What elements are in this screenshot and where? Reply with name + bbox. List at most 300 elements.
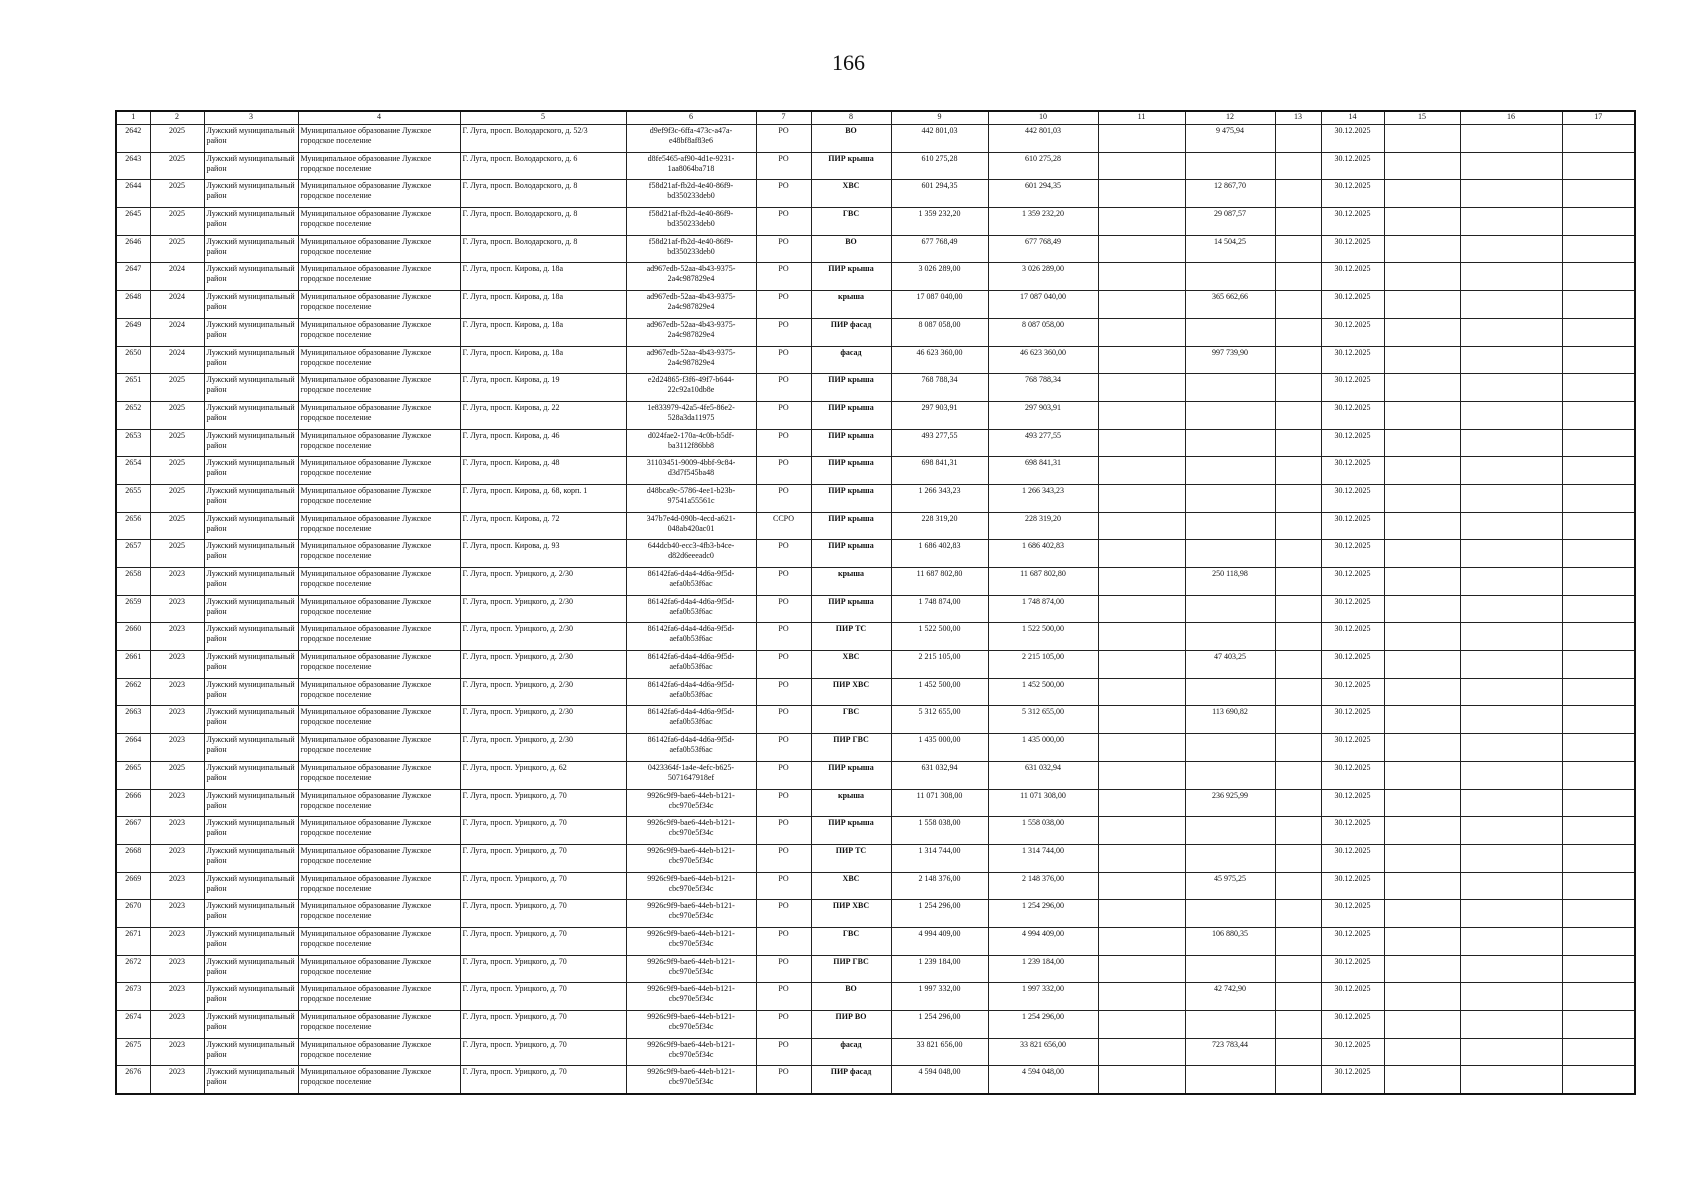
row-number-cell: 2649 (116, 318, 150, 346)
municipality-cell: Муниципальное образование Лужское городское поселение (298, 817, 460, 845)
cost-total-cell: 1 686 402,83 (988, 540, 1098, 568)
control-cell (1185, 512, 1275, 540)
fund-type-cell: РО (756, 484, 811, 512)
address-cell: Г. Луга, просп. Володарского, д. 8 (460, 235, 626, 263)
col16-cell (1460, 651, 1562, 679)
fund-type-cell: РО (756, 1066, 811, 1094)
house-id-cell: ad967edb-52aa-4b43-9375-2a4c987829e4 (626, 291, 756, 319)
house-id-cell: e2d24865-f3f6-49f7-b644-22c92a10db8e (626, 374, 756, 402)
row-number-cell: 2670 (116, 900, 150, 928)
row-number-cell: 2645 (116, 208, 150, 236)
col17-cell (1562, 927, 1635, 955)
address-cell: Г. Луга, просп. Кирова, д. 18а (460, 318, 626, 346)
fund-type-cell: РО (756, 734, 811, 762)
cost-total-cell: 631 032,94 (988, 761, 1098, 789)
col16-cell (1460, 263, 1562, 291)
deadline-cell: 30.12.2025 (1321, 484, 1384, 512)
municipality-cell: Муниципальное образование Лужское городское поселение (298, 318, 460, 346)
table-row (116, 429, 1635, 457)
fund-type-cell: РО (756, 651, 811, 679)
cost-total-cell: 17 087 040,00 (988, 291, 1098, 319)
work-type-cell: ПИР крыша (811, 374, 891, 402)
col15-cell (1384, 180, 1460, 208)
col11-cell (1098, 983, 1185, 1011)
registry-table (115, 110, 1636, 1095)
cost-cell: 11 071 308,00 (891, 789, 988, 817)
municipality-cell: Муниципальное образование Лужское городское поселение (298, 125, 460, 153)
col16-cell (1460, 401, 1562, 429)
deadline-cell: 30.12.2025 (1321, 734, 1384, 762)
table-row (116, 180, 1635, 208)
deadline-cell: 30.12.2025 (1321, 512, 1384, 540)
cost-cell: 33 821 656,00 (891, 1038, 988, 1066)
col16-cell (1460, 318, 1562, 346)
address-cell: Г. Луга, просп. Володарского, д. 8 (460, 208, 626, 236)
house-id-cell: 31103451-9009-4bbf-9c84-d3d7f545ba48 (626, 457, 756, 485)
district-cell: Лужский муниципальный район (204, 623, 298, 651)
address-cell: Г. Луга, просп. Кирова, д. 46 (460, 429, 626, 457)
col17-cell (1562, 125, 1635, 153)
year-cell: 2023 (150, 1066, 204, 1094)
cost-cell: 1 452 500,00 (891, 678, 988, 706)
cost-total-cell: 5 312 655,00 (988, 706, 1098, 734)
col16-cell (1460, 235, 1562, 263)
control-cell: 365 662,66 (1185, 291, 1275, 319)
fund-type-cell: РО (756, 540, 811, 568)
fund-type-cell: РО (756, 318, 811, 346)
year-cell: 2025 (150, 374, 204, 402)
col17-cell (1562, 374, 1635, 402)
col15-cell (1384, 1038, 1460, 1066)
fund-type-cell: РО (756, 263, 811, 291)
deadline-cell: 30.12.2025 (1321, 152, 1384, 180)
column-header: 7 (756, 111, 811, 125)
row-number-cell: 2669 (116, 872, 150, 900)
column-header: 15 (1384, 111, 1460, 125)
col11-cell (1098, 706, 1185, 734)
col17-cell (1562, 872, 1635, 900)
deadline-cell: 30.12.2025 (1321, 872, 1384, 900)
cost-total-cell: 768 788,34 (988, 374, 1098, 402)
col13-cell (1275, 900, 1321, 928)
house-id-cell: 0423364f-1a4e-4efc-b625-5071647918ef (626, 761, 756, 789)
work-type-cell: ПИР крыша (811, 457, 891, 485)
year-cell: 2025 (150, 235, 204, 263)
district-cell: Лужский муниципальный район (204, 955, 298, 983)
fund-type-cell: РО (756, 1011, 811, 1039)
district-cell: Лужский муниципальный район (204, 872, 298, 900)
control-cell: 9 475,94 (1185, 125, 1275, 153)
address-cell: Г. Луга, просп. Кирова, д. 72 (460, 512, 626, 540)
municipality-cell: Муниципальное образование Лужское городское поселение (298, 263, 460, 291)
col16-cell (1460, 484, 1562, 512)
fund-type-cell: РО (756, 429, 811, 457)
col16-cell (1460, 208, 1562, 236)
table-row (116, 651, 1635, 679)
house-id-cell: 9926c9f9-bae6-44eb-b121-cbc970e5f34c (626, 1066, 756, 1094)
col13-cell (1275, 844, 1321, 872)
house-id-cell: 9926c9f9-bae6-44eb-b121-cbc970e5f34c (626, 1038, 756, 1066)
col17-cell (1562, 651, 1635, 679)
house-id-cell: 9926c9f9-bae6-44eb-b121-cbc970e5f34c (626, 789, 756, 817)
col13-cell (1275, 208, 1321, 236)
municipality-cell: Муниципальное образование Лужское городское поселение (298, 651, 460, 679)
cost-total-cell: 601 294,35 (988, 180, 1098, 208)
control-cell: 106 880,35 (1185, 927, 1275, 955)
control-cell: 723 783,44 (1185, 1038, 1275, 1066)
col16-cell (1460, 844, 1562, 872)
year-cell: 2025 (150, 152, 204, 180)
house-id-cell: 9926c9f9-bae6-44eb-b121-cbc970e5f34c (626, 927, 756, 955)
house-id-cell: d9ef9f3c-6ffa-473c-a47a-e48bf8af83e6 (626, 125, 756, 153)
cost-cell: 3 026 289,00 (891, 263, 988, 291)
district-cell: Лужский муниципальный район (204, 263, 298, 291)
deadline-cell: 30.12.2025 (1321, 429, 1384, 457)
table-row (116, 457, 1635, 485)
municipality-cell: Муниципальное образование Лужское городское поселение (298, 457, 460, 485)
cost-cell: 2 215 105,00 (891, 651, 988, 679)
municipality-cell: Муниципальное образование Лужское городское поселение (298, 1011, 460, 1039)
year-cell: 2024 (150, 346, 204, 374)
col17-cell (1562, 1011, 1635, 1039)
work-type-cell: ВО (811, 125, 891, 153)
address-cell: Г. Луга, просп. Урицкого, д. 70 (460, 1011, 626, 1039)
col15-cell (1384, 817, 1460, 845)
house-id-cell: 86142fa6-d4a4-4d6a-9f5d-aefa0b53f6ac (626, 706, 756, 734)
address-cell: Г. Луга, просп. Урицкого, д. 70 (460, 927, 626, 955)
year-cell: 2023 (150, 623, 204, 651)
year-cell: 2023 (150, 844, 204, 872)
control-cell: 47 403,25 (1185, 651, 1275, 679)
table-row (116, 318, 1635, 346)
table-row (116, 484, 1635, 512)
row-number-cell: 2659 (116, 595, 150, 623)
table-row (116, 1066, 1635, 1094)
col13-cell (1275, 1011, 1321, 1039)
table-row (116, 706, 1635, 734)
table-row (116, 540, 1635, 568)
cost-cell: 493 277,55 (891, 429, 988, 457)
col17-cell (1562, 346, 1635, 374)
col16-cell (1460, 678, 1562, 706)
deadline-cell: 30.12.2025 (1321, 125, 1384, 153)
house-id-cell: 86142fa6-d4a4-4d6a-9f5d-aefa0b53f6ac (626, 734, 756, 762)
col17-cell (1562, 900, 1635, 928)
fund-type-cell: РО (756, 900, 811, 928)
col13-cell (1275, 983, 1321, 1011)
address-cell: Г. Луга, просп. Урицкого, д. 70 (460, 1038, 626, 1066)
deadline-cell: 30.12.2025 (1321, 235, 1384, 263)
address-cell: Г. Луга, просп. Урицкого, д. 70 (460, 789, 626, 817)
col17-cell (1562, 678, 1635, 706)
cost-total-cell: 1 266 343,23 (988, 484, 1098, 512)
house-id-cell: d024fae2-170a-4c0b-b5df-ba3112f86bb8 (626, 429, 756, 457)
col13-cell (1275, 623, 1321, 651)
column-header: 14 (1321, 111, 1384, 125)
row-number-cell: 2658 (116, 568, 150, 596)
col11-cell (1098, 235, 1185, 263)
row-number-cell: 2673 (116, 983, 150, 1011)
work-type-cell: ПИР фасад (811, 1066, 891, 1094)
col17-cell (1562, 512, 1635, 540)
column-header: 10 (988, 111, 1098, 125)
district-cell: Лужский муниципальный район (204, 484, 298, 512)
col13-cell (1275, 152, 1321, 180)
table-row (116, 872, 1635, 900)
address-cell: Г. Луга, просп. Кирова, д. 22 (460, 401, 626, 429)
fund-type-cell: РО (756, 1038, 811, 1066)
work-type-cell: ПИР крыша (811, 263, 891, 291)
address-cell: Г. Луга, просп. Кирова, д. 93 (460, 540, 626, 568)
municipality-cell: Муниципальное образование Лужское городское поселение (298, 374, 460, 402)
column-header: 13 (1275, 111, 1321, 125)
col13-cell (1275, 180, 1321, 208)
house-id-cell: ad967edb-52aa-4b43-9375-2a4c987829e4 (626, 318, 756, 346)
row-number-cell: 2651 (116, 374, 150, 402)
fund-type-cell: РО (756, 678, 811, 706)
col15-cell (1384, 263, 1460, 291)
col15-cell (1384, 651, 1460, 679)
cost-cell: 17 087 040,00 (891, 291, 988, 319)
col11-cell (1098, 484, 1185, 512)
control-cell (1185, 457, 1275, 485)
col15-cell (1384, 706, 1460, 734)
col16-cell (1460, 927, 1562, 955)
municipality-cell: Муниципальное образование Лужское городское поселение (298, 346, 460, 374)
col11-cell (1098, 512, 1185, 540)
district-cell: Лужский муниципальный район (204, 235, 298, 263)
work-type-cell: ХВС (811, 180, 891, 208)
deadline-cell: 30.12.2025 (1321, 900, 1384, 928)
col15-cell (1384, 125, 1460, 153)
col11-cell (1098, 678, 1185, 706)
col17-cell (1562, 844, 1635, 872)
year-cell: 2025 (150, 180, 204, 208)
col17-cell (1562, 595, 1635, 623)
fund-type-cell: РО (756, 457, 811, 485)
district-cell: Лужский муниципальный район (204, 540, 298, 568)
col13-cell (1275, 927, 1321, 955)
cost-cell: 1 254 296,00 (891, 900, 988, 928)
col16-cell (1460, 125, 1562, 153)
row-number-cell: 2648 (116, 291, 150, 319)
year-cell: 2025 (150, 401, 204, 429)
work-type-cell: ВО (811, 235, 891, 263)
col11-cell (1098, 1011, 1185, 1039)
col11-cell (1098, 401, 1185, 429)
municipality-cell: Муниципальное образование Лужское городское поселение (298, 678, 460, 706)
col17-cell (1562, 180, 1635, 208)
col15-cell (1384, 512, 1460, 540)
fund-type-cell: РО (756, 844, 811, 872)
table-row (116, 983, 1635, 1011)
table-row (116, 927, 1635, 955)
column-header: 11 (1098, 111, 1185, 125)
house-id-cell: 347b7e4d-090b-4ecd-a621-048ab420ac01 (626, 512, 756, 540)
table-row (116, 595, 1635, 623)
col15-cell (1384, 540, 1460, 568)
house-id-cell: 86142fa6-d4a4-4d6a-9f5d-aefa0b53f6ac (626, 568, 756, 596)
col15-cell (1384, 623, 1460, 651)
col13-cell (1275, 872, 1321, 900)
col13-cell (1275, 484, 1321, 512)
work-type-cell: ПИР фасад (811, 318, 891, 346)
cost-cell: 4 994 409,00 (891, 927, 988, 955)
work-type-cell: фасад (811, 1038, 891, 1066)
work-type-cell: ГВС (811, 706, 891, 734)
house-id-cell: 9926c9f9-bae6-44eb-b121-cbc970e5f34c (626, 955, 756, 983)
column-header: 1 (116, 111, 150, 125)
deadline-cell: 30.12.2025 (1321, 761, 1384, 789)
municipality-cell: Муниципальное образование Лужское городское поселение (298, 789, 460, 817)
table-row (116, 1038, 1635, 1066)
address-cell: Г. Луга, просп. Урицкого, д. 70 (460, 844, 626, 872)
fund-type-cell: РО (756, 955, 811, 983)
row-number-cell: 2647 (116, 263, 150, 291)
row-number-cell: 2675 (116, 1038, 150, 1066)
col15-cell (1384, 457, 1460, 485)
deadline-cell: 30.12.2025 (1321, 706, 1384, 734)
row-number-cell: 2650 (116, 346, 150, 374)
row-number-cell: 2671 (116, 927, 150, 955)
fund-type-cell: РО (756, 346, 811, 374)
district-cell: Лужский муниципальный район (204, 152, 298, 180)
col13-cell (1275, 429, 1321, 457)
col15-cell (1384, 291, 1460, 319)
control-cell (1185, 401, 1275, 429)
col16-cell (1460, 761, 1562, 789)
col17-cell (1562, 208, 1635, 236)
col11-cell (1098, 263, 1185, 291)
row-number-cell: 2655 (116, 484, 150, 512)
col13-cell (1275, 346, 1321, 374)
year-cell: 2023 (150, 789, 204, 817)
row-number-cell: 2643 (116, 152, 150, 180)
col13-cell (1275, 457, 1321, 485)
col17-cell (1562, 401, 1635, 429)
cost-total-cell: 297 903,91 (988, 401, 1098, 429)
control-cell: 236 925,99 (1185, 789, 1275, 817)
cost-cell: 1 314 744,00 (891, 844, 988, 872)
col16-cell (1460, 955, 1562, 983)
work-type-cell: крыша (811, 789, 891, 817)
col15-cell (1384, 484, 1460, 512)
deadline-cell: 30.12.2025 (1321, 955, 1384, 983)
municipality-cell: Муниципальное образование Лужское городское поселение (298, 927, 460, 955)
control-cell (1185, 623, 1275, 651)
district-cell: Лужский муниципальный район (204, 595, 298, 623)
cost-total-cell: 3 026 289,00 (988, 263, 1098, 291)
control-cell (1185, 429, 1275, 457)
row-number-cell: 2657 (116, 540, 150, 568)
year-cell: 2025 (150, 125, 204, 153)
work-type-cell: ПИР ХВС (811, 900, 891, 928)
cost-cell: 1 686 402,83 (891, 540, 988, 568)
district-cell: Лужский муниципальный район (204, 817, 298, 845)
district-cell: Лужский муниципальный район (204, 651, 298, 679)
fund-type-cell: РО (756, 927, 811, 955)
row-number-cell: 2660 (116, 623, 150, 651)
district-cell: Лужский муниципальный район (204, 734, 298, 762)
col15-cell (1384, 927, 1460, 955)
column-header: 8 (811, 111, 891, 125)
col13-cell (1275, 817, 1321, 845)
house-id-cell: 9926c9f9-bae6-44eb-b121-cbc970e5f34c (626, 872, 756, 900)
municipality-cell: Муниципальное образование Лужское городское поселение (298, 595, 460, 623)
cost-total-cell: 11 687 802,80 (988, 568, 1098, 596)
fund-type-cell: РО (756, 789, 811, 817)
district-cell: Лужский муниципальный район (204, 1066, 298, 1094)
municipality-cell: Муниципальное образование Лужское городское поселение (298, 152, 460, 180)
col11-cell (1098, 1038, 1185, 1066)
col15-cell (1384, 208, 1460, 236)
year-cell: 2023 (150, 1038, 204, 1066)
fund-type-cell: РО (756, 401, 811, 429)
column-header: 5 (460, 111, 626, 125)
col11-cell (1098, 1066, 1185, 1094)
control-cell: 113 690,82 (1185, 706, 1275, 734)
col17-cell (1562, 263, 1635, 291)
col16-cell (1460, 1066, 1562, 1094)
col13-cell (1275, 401, 1321, 429)
municipality-cell: Муниципальное образование Лужское городское поселение (298, 955, 460, 983)
district-cell: Лужский муниципальный район (204, 761, 298, 789)
control-cell: 29 087,57 (1185, 208, 1275, 236)
district-cell: Лужский муниципальный район (204, 1011, 298, 1039)
table-row (116, 374, 1635, 402)
col16-cell (1460, 374, 1562, 402)
house-id-cell: f58d21af-fb2d-4e40-86f9-bd350233deb0 (626, 235, 756, 263)
year-cell: 2024 (150, 291, 204, 319)
row-number-cell: 2672 (116, 955, 150, 983)
col13-cell (1275, 595, 1321, 623)
deadline-cell: 30.12.2025 (1321, 1066, 1384, 1094)
cost-cell: 1 997 332,00 (891, 983, 988, 1011)
cost-total-cell: 1 254 296,00 (988, 900, 1098, 928)
col15-cell (1384, 734, 1460, 762)
column-header: 2 (150, 111, 204, 125)
col11-cell (1098, 623, 1185, 651)
deadline-cell: 30.12.2025 (1321, 457, 1384, 485)
col17-cell (1562, 817, 1635, 845)
col15-cell (1384, 789, 1460, 817)
municipality-cell: Муниципальное образование Лужское городское поселение (298, 706, 460, 734)
year-cell: 2023 (150, 817, 204, 845)
col17-cell (1562, 706, 1635, 734)
header-row (116, 111, 1635, 125)
col13-cell (1275, 761, 1321, 789)
column-header: 4 (298, 111, 460, 125)
row-number-cell: 2654 (116, 457, 150, 485)
district-cell: Лужский муниципальный район (204, 844, 298, 872)
col15-cell (1384, 318, 1460, 346)
col17-cell (1562, 761, 1635, 789)
house-id-cell: ad967edb-52aa-4b43-9375-2a4c987829e4 (626, 263, 756, 291)
control-cell (1185, 844, 1275, 872)
address-cell: Г. Луга, просп. Кирова, д. 18а (460, 346, 626, 374)
col11-cell (1098, 318, 1185, 346)
col11-cell (1098, 789, 1185, 817)
col15-cell (1384, 1011, 1460, 1039)
col16-cell (1460, 152, 1562, 180)
col16-cell (1460, 346, 1562, 374)
col11-cell (1098, 595, 1185, 623)
address-cell: Г. Луга, просп. Урицкого, д. 2/30 (460, 706, 626, 734)
col17-cell (1562, 291, 1635, 319)
table-row (116, 152, 1635, 180)
cost-total-cell: 1 435 000,00 (988, 734, 1098, 762)
col13-cell (1275, 374, 1321, 402)
